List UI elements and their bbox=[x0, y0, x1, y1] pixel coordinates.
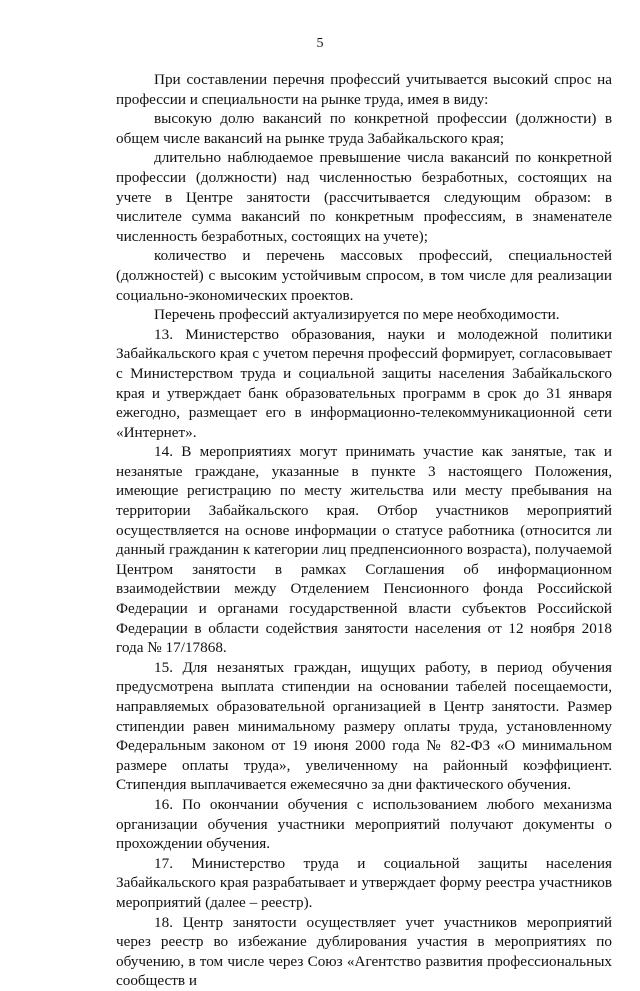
page-number: 5 bbox=[316, 36, 324, 51]
paragraph-item-15: 15. Для незанятых граждан, ищущих работу, в период обучения предусмотрена выплата стипендии на основании табелей посещаемости, направляемых образовательной организацией в Центр занятости. Размер стипендии равен минимальному размеру оплаты труда, установленному Федеральным законом от 19 июня 2000 года № 82-ФЗ «О минимальном размере оплаты труда», увеличенному на районный коэффициент. Стипендия выплачивается ежемесячно за дни фактического обучения. bbox=[116, 658, 612, 794]
paragraph-item-18: 18. Центр занятости осуществляет учет участников мероприятий через реестр во избежание дублирования участия в мероприятиях по обучению, в том числе через Союз «Агентство развития профессиональных сообществ и bbox=[116, 913, 612, 990]
paragraph-list-update: Перечень профессий актуализируется по мере необходимости. bbox=[154, 306, 560, 324]
paragraph-item-13: 13. Министерство образования, науки и молодежной политики Забайкальского края с учетом перечня профессий формирует, согласовывает с Министерством труда и социальной защиты населения Забайкальского края и утверждает банк образовательных программ в срок до 31 января ежегодно, размещает его в информационно-телекоммуникационной сети «Интернет». bbox=[116, 325, 612, 441]
paragraph-item-16: 16. По окончании обучения с использованием любого механизма организации обучения участники мероприятий получают документы о прохождении обучения. bbox=[116, 795, 612, 853]
document-body bbox=[116, 70, 612, 991]
paragraph-vacancy-share: высокую долю вакансий по конкретной профессии (должности) в общем числе вакансий на рынке труда Забайкальского края; bbox=[116, 110, 612, 147]
paragraph-item-14: 14. В мероприятиях могут принимать участие как занятые, так и незанятые граждане, указанные в пункте 3 настоящего Положения, имеющие регистрацию по месту жительства или месту пребывания на территории Забайкальского края. Отбор участников мероприятий осуществляется на основе информации о статусе работника (относится ли данный гражданин к категории лиц предпенсионного возраста), получаемой Центром занятости в рамках Соглашения об информационном взаимодействии между Отделением Пенсионного фонда Российской Федерации и органами государственной власти субъектов Российской Федерации в области содействия занятости населения от 12 ноября 2018 года № 17/17868. bbox=[116, 443, 612, 657]
paragraph-intro: При составлении перечня профессий учитывается высокий спрос на профессии и специальности на рынке труда, имея в виду: bbox=[116, 71, 612, 108]
paragraph-mass-professions: количество и перечень массовых профессий, специальностей (должностей) с высоким устойчивым спросом, в том числе для реализации социально-экономических проектов. bbox=[116, 247, 612, 304]
paragraph-item-17: 17. Министерство труда и социальной защиты населения Забайкальского края разрабатывает и утверждает форму реестра участников мероприятий (далее – реестр). bbox=[116, 854, 612, 911]
paragraph-vacancy-excess: длительно наблюдаемое превышение числа вакансий по конкретной профессии (должности) над численностью безработных, состоящих на учете в Центре занятости (рассчитывается следующим образом: в числителе сумма вакансий по конкретным профессиям, в знаменателе численность безработных, состоящих на учете); bbox=[116, 149, 612, 245]
